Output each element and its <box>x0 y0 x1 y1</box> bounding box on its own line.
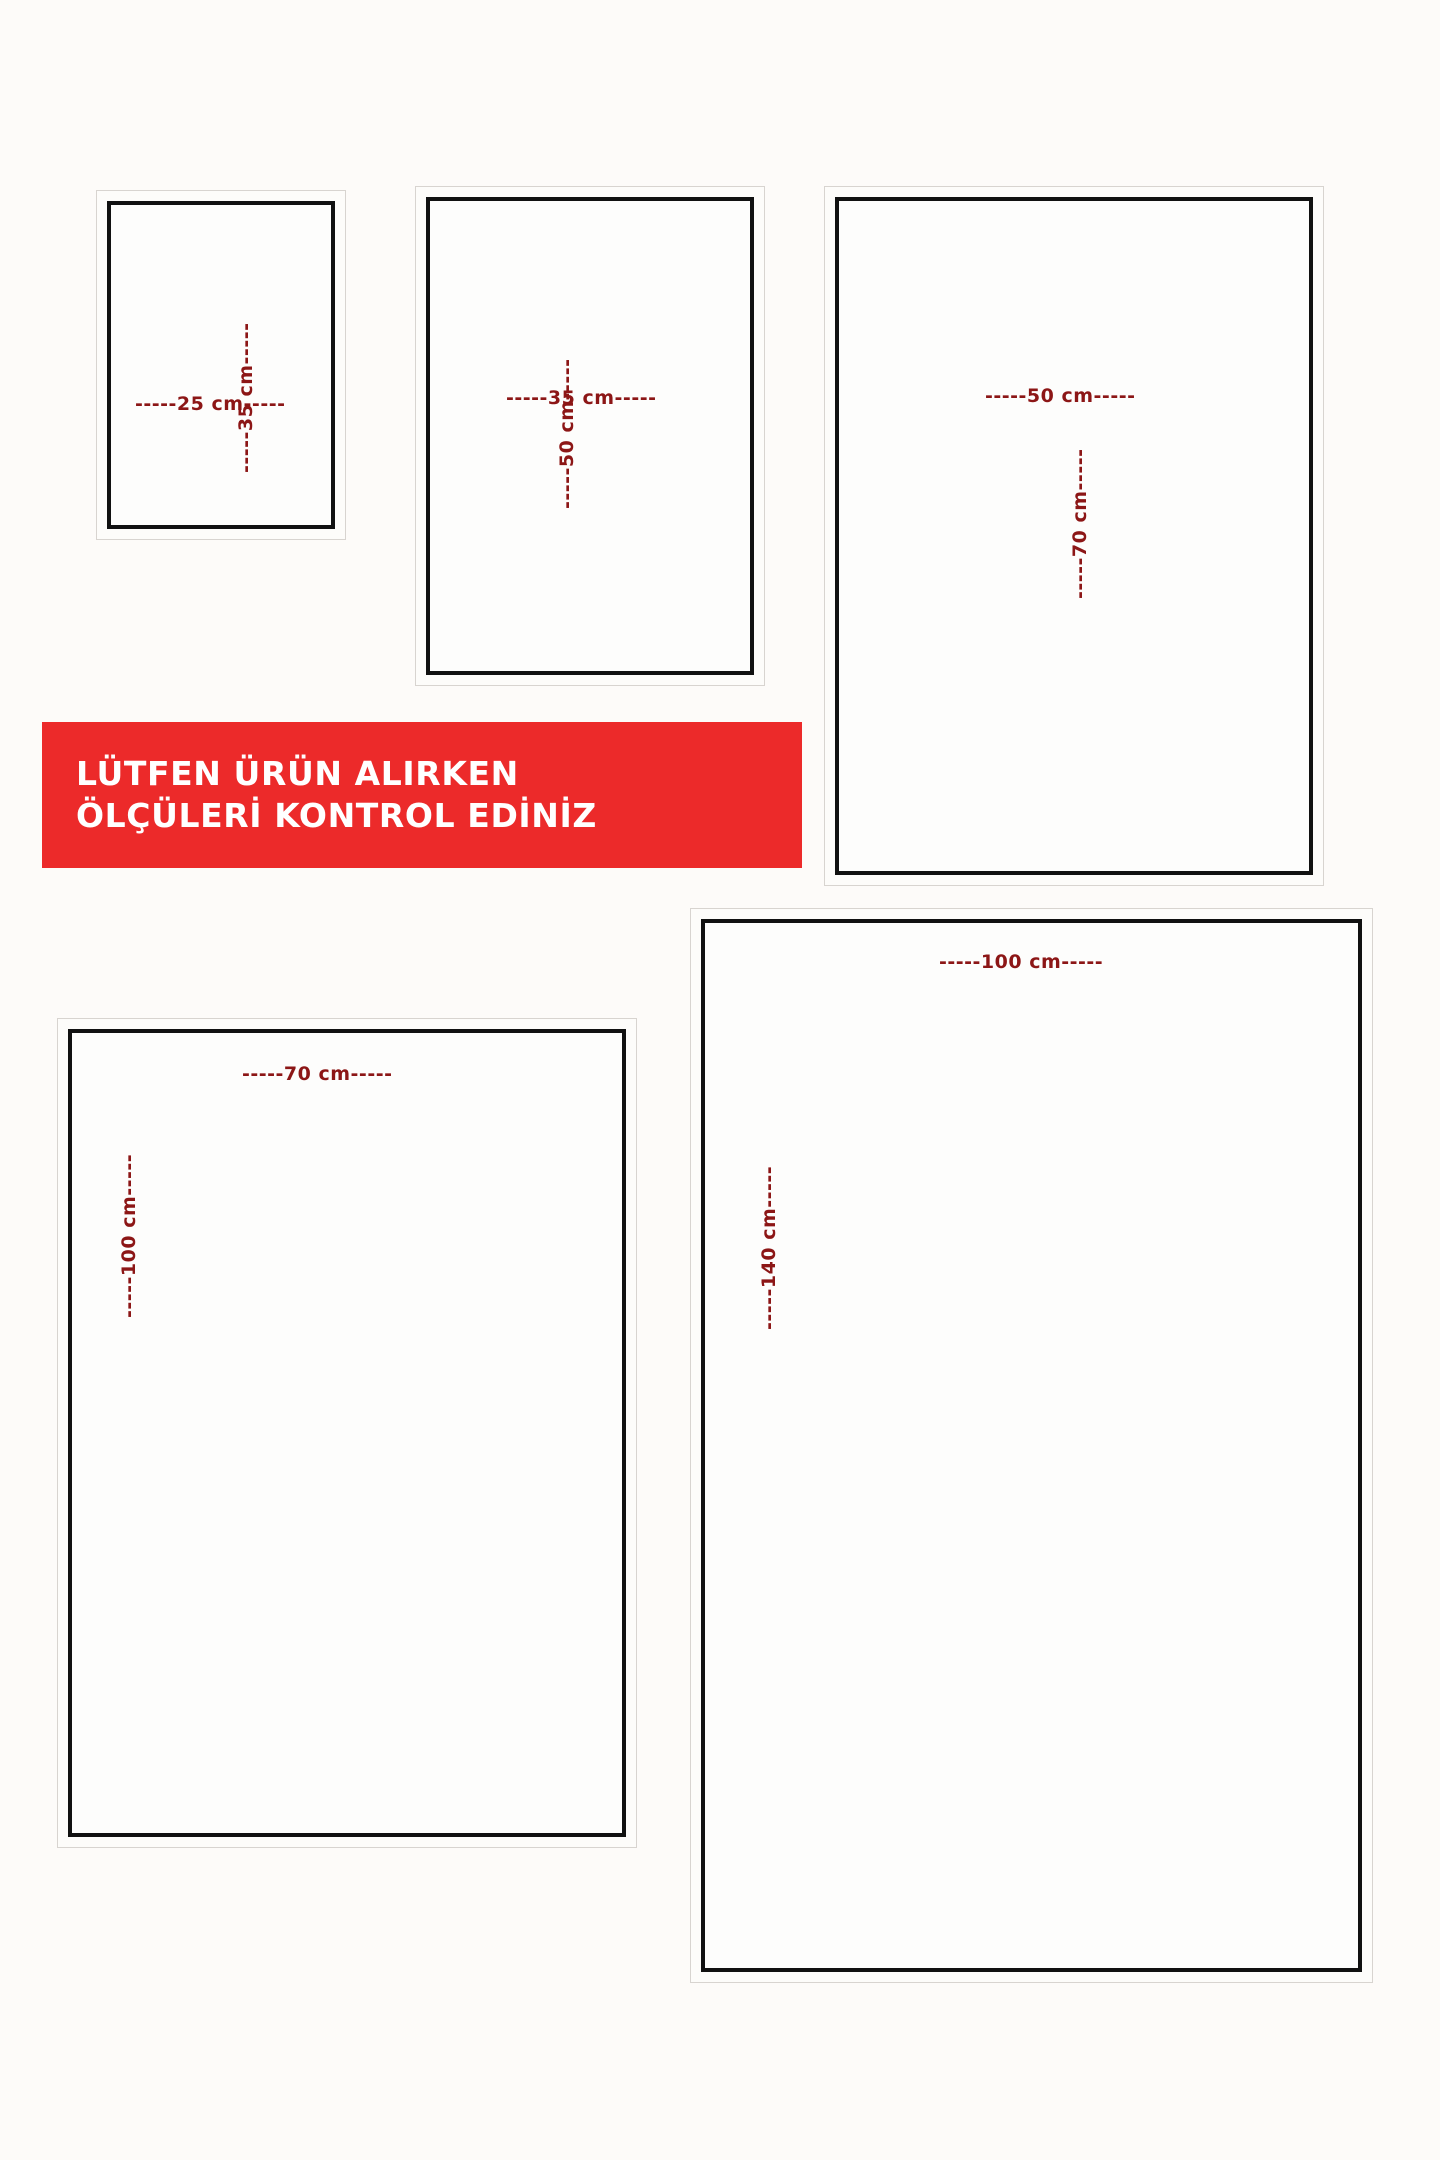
frame-50x70-width-label: -----50 cm----- <box>985 385 1136 407</box>
frame-25x35-inner <box>107 201 335 529</box>
frame-25x35-height-label: -----35 cm----- <box>235 322 257 473</box>
frame-25x35-width-label: -----25 cm----- <box>135 393 286 415</box>
warning-banner-line-1: LÜTFEN ÜRÜN ALIRKEN <box>76 753 519 793</box>
frame-35x50-height-label: -----50 cm----- <box>556 358 578 509</box>
frame-25x35 <box>96 190 346 540</box>
warning-banner <box>42 722 802 868</box>
frame-50x70-height-label: -----70 cm----- <box>1069 448 1091 599</box>
frame-35x50 <box>415 186 765 686</box>
frame-100x140-width-label: -----100 cm----- <box>939 951 1104 973</box>
frame-100x140-height-label: -----140 cm----- <box>758 1165 780 1330</box>
frame-70x100-width-label: -----70 cm----- <box>242 1063 393 1085</box>
frame-100x140-inner <box>701 919 1362 1972</box>
frame-100x140 <box>690 908 1373 1983</box>
frame-70x100 <box>57 1018 637 1848</box>
frame-70x100-height-label: -----100 cm----- <box>118 1153 140 1318</box>
warning-banner-line-2: ÖLÇÜLERİ KONTROL EDİNİZ <box>76 796 597 835</box>
frame-70x100-inner <box>68 1029 626 1837</box>
frame-35x50-inner <box>426 197 754 675</box>
frame-35x50-width-label: -----35 cm----- <box>506 387 657 409</box>
frame-50x70 <box>824 186 1324 886</box>
